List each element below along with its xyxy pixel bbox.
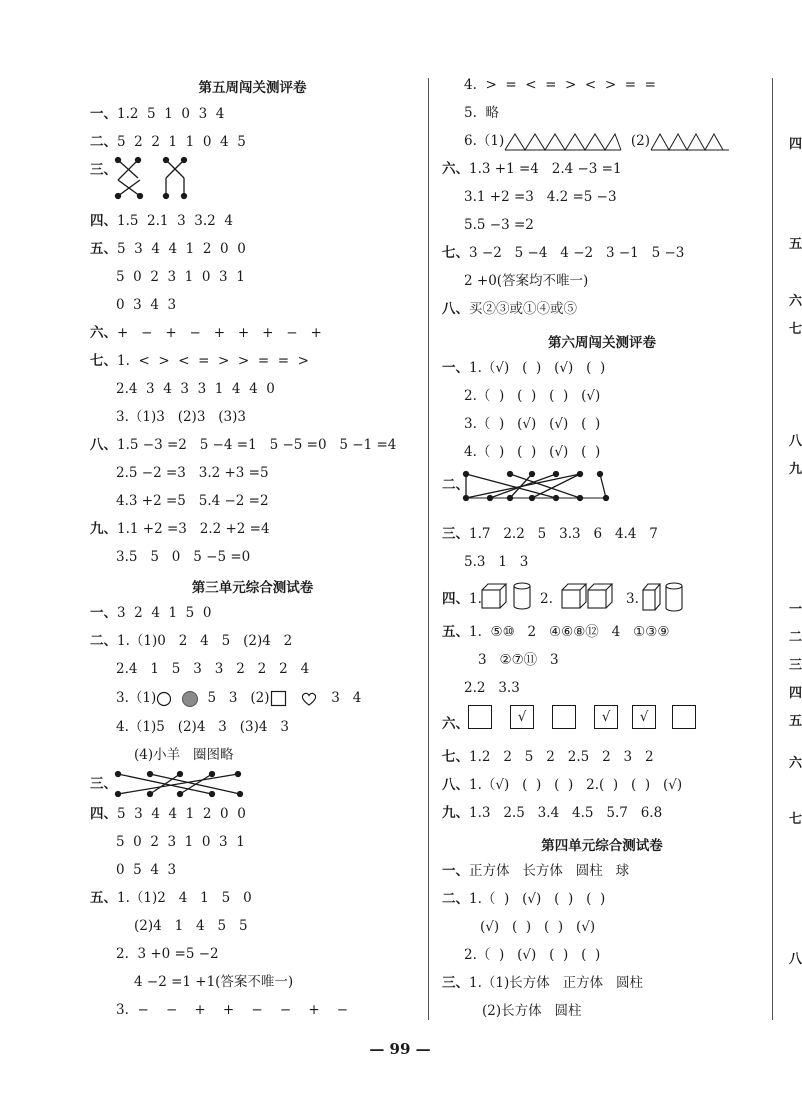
answer-line: (√) ( ) ( ) (√) bbox=[480, 919, 596, 935]
page-number: — 99 — bbox=[369, 1040, 431, 1058]
answer-line bbox=[90, 212, 233, 230]
answer-text: 1.（√) ( ) (√) ( ) bbox=[469, 360, 606, 376]
question-label: 三、 bbox=[442, 526, 469, 542]
answer-line bbox=[442, 715, 469, 733]
answer-line bbox=[442, 862, 629, 880]
edge-label: 八 bbox=[789, 952, 802, 967]
answer-text: 1. < > < = > > = = > bbox=[117, 353, 309, 369]
answer-line bbox=[442, 804, 662, 822]
column-divider-right bbox=[772, 78, 773, 1020]
question-label: 一、 bbox=[90, 106, 117, 122]
question-label: 五、 bbox=[90, 241, 117, 257]
answer-line bbox=[116, 689, 361, 708]
answer-line bbox=[442, 974, 643, 992]
answer-line bbox=[442, 525, 658, 543]
answer-text: 3. bbox=[626, 591, 639, 607]
check-box-row bbox=[468, 705, 708, 733]
answer-text: 1. bbox=[469, 591, 482, 607]
answer-line bbox=[442, 776, 682, 794]
question-label: 九、 bbox=[442, 805, 469, 821]
question-label: 一、 bbox=[442, 360, 469, 376]
section-title: 第三单元综合测试卷 bbox=[191, 580, 314, 596]
answer-line bbox=[442, 623, 669, 641]
answer-line bbox=[442, 590, 482, 608]
answer-line bbox=[90, 436, 396, 454]
question-label: 一、 bbox=[442, 863, 469, 879]
answer-line: 0 3 4 3 bbox=[116, 297, 177, 313]
answer-text: 5 3 4 4 1 2 0 0 bbox=[117, 241, 246, 257]
edge-label: 四 bbox=[789, 137, 802, 152]
question-label: 五、 bbox=[90, 890, 117, 906]
edge-label: 五 bbox=[789, 714, 802, 729]
column-divider-left bbox=[428, 78, 429, 1020]
question-label: 七、 bbox=[442, 749, 469, 765]
answer-line bbox=[90, 352, 309, 370]
answer-text: 1.（1)2 4 1 5 0 bbox=[117, 890, 252, 906]
question-label: 六、 bbox=[442, 716, 469, 732]
answer-line: 2. 3 +0 =5 −2 bbox=[116, 946, 219, 962]
question-label: 二、 bbox=[442, 477, 469, 493]
section-title: 第四单元综合测试卷 bbox=[541, 838, 663, 854]
answer-text: 3 2 4 1 5 0 bbox=[117, 605, 212, 621]
question-label: 三、 bbox=[442, 975, 469, 991]
answer-text: 1.（ ) (√) ( ) ( ) bbox=[469, 891, 606, 907]
question-label: 四、 bbox=[90, 806, 117, 822]
answer-line: 0 5 4 3 bbox=[116, 862, 177, 878]
answer-line: 5. 略 bbox=[464, 105, 499, 121]
answer-text: 正方体 长方体 圆柱 球 bbox=[469, 863, 630, 879]
answer-text: 1.7 2.2 5 3.3 6 4.4 7 bbox=[469, 526, 658, 542]
answer-text: 2. bbox=[540, 591, 553, 607]
answer-line bbox=[90, 805, 246, 823]
question-label: 七、 bbox=[90, 353, 117, 369]
question-label: 三、 bbox=[90, 776, 117, 792]
answer-text: 1.3 +1 =4 2.4 −3 =1 bbox=[469, 161, 622, 177]
answer-line bbox=[90, 632, 292, 650]
answer-line: 3.5 5 0 5 −5 =0 bbox=[116, 549, 251, 565]
edge-label: 六 bbox=[789, 294, 802, 309]
answer-line bbox=[442, 300, 577, 318]
answer-line bbox=[90, 889, 252, 907]
answer-text: 3 4 bbox=[331, 690, 362, 706]
answer-line bbox=[90, 324, 322, 342]
answer-text: 1.（1)长方体 正方体 圆柱 bbox=[469, 975, 643, 991]
answer-line bbox=[442, 359, 605, 377]
edge-label: 二 bbox=[789, 630, 802, 645]
edge-label: 九 bbox=[789, 462, 802, 477]
answer-text: 1.2 5 1 0 3 4 bbox=[117, 106, 225, 122]
answer-line: 5 0 2 3 1 0 3 1 bbox=[116, 269, 245, 285]
matching-diagram bbox=[462, 470, 612, 504]
question-label: 六、 bbox=[90, 325, 117, 341]
edge-label: 七 bbox=[789, 322, 802, 337]
question-label: 四、 bbox=[442, 591, 469, 607]
answer-text: + − + − + + + − + bbox=[117, 325, 322, 341]
answer-text: 5 3 (2) bbox=[207, 690, 270, 706]
answer-text: 3 −2 5 −4 4 −2 3 −1 5 −3 bbox=[469, 245, 685, 261]
answer-line: 4.（1)5 (2)4 3 (3)4 3 bbox=[116, 719, 289, 735]
answer-line: 3.1 +2 =3 4.2 =5 −3 bbox=[464, 189, 617, 205]
answer-line: 3.（ ) (√) (√) ( ) bbox=[464, 416, 601, 432]
question-label: 五、 bbox=[442, 624, 469, 640]
question-label: 八、 bbox=[442, 777, 469, 793]
edge-label: 五 bbox=[789, 237, 802, 252]
answer-text: 1.（√) ( ) ( ) 2.( ) ( ) (√) bbox=[469, 777, 683, 793]
answer-line: (2)长方体 圆柱 bbox=[482, 1003, 582, 1019]
check-box bbox=[468, 705, 492, 729]
section-title: 第五周闯关测评卷 bbox=[198, 80, 307, 96]
answer-line bbox=[90, 161, 117, 179]
answer-line: (4)小羊 圈图略 bbox=[134, 747, 234, 763]
answer-text: 5 3 4 4 1 2 0 0 bbox=[117, 806, 246, 822]
answer-line bbox=[442, 890, 605, 908]
answer-line: 5.3 1 3 bbox=[464, 554, 529, 570]
answer-text: 1.2 2 5 2 2.5 2 3 2 bbox=[469, 749, 654, 765]
question-label: 六、 bbox=[442, 161, 469, 177]
triangle-pattern-icon bbox=[650, 133, 730, 151]
answer-line bbox=[90, 775, 117, 793]
answer-text: 6.（1) bbox=[464, 133, 505, 149]
answer-line: 5 0 2 3 1 0 3 1 bbox=[116, 834, 245, 850]
answer-line bbox=[442, 244, 684, 262]
answer-line: 3 ②⑦⑪ 3 bbox=[478, 652, 559, 668]
question-label: 二、 bbox=[90, 633, 117, 649]
answer-line: 4 −2 =1 +1(答案不唯一) bbox=[134, 974, 294, 990]
answer-line: 2.（ ) ( ) ( ) (√) bbox=[464, 388, 601, 404]
answer-text: 1.5 2.1 3 3.2 4 bbox=[117, 213, 233, 229]
answer-line: (2)4 1 4 5 5 bbox=[134, 918, 248, 934]
answer-text: 1.（1)0 2 4 5 (2)4 2 bbox=[117, 633, 293, 649]
check-box: √ bbox=[594, 705, 618, 729]
section-title: 第六周闯关测评卷 bbox=[548, 335, 656, 351]
question-label: 二、 bbox=[90, 134, 117, 150]
answer-line: 2.4 3 4 3 3 1 4 4 0 bbox=[116, 381, 275, 397]
answer-line: 4.3 +2 =5 5.4 −2 =2 bbox=[116, 493, 269, 509]
solid-shapes-figure bbox=[480, 580, 740, 614]
answer-text: (2) bbox=[630, 133, 650, 149]
answer-line bbox=[90, 520, 270, 538]
edge-label: 四 bbox=[789, 686, 802, 701]
check-box: √ bbox=[632, 705, 656, 729]
question-label: 四、 bbox=[90, 213, 117, 229]
question-label: 一、 bbox=[90, 605, 117, 621]
answer-line bbox=[90, 105, 224, 123]
check-box bbox=[552, 705, 576, 729]
heart-shape-icon bbox=[300, 691, 318, 707]
triangle-pattern-icon bbox=[504, 133, 622, 151]
answer-line: 5.5 −3 =2 bbox=[464, 217, 534, 233]
edge-label: 一 bbox=[789, 602, 802, 617]
question-label: 二、 bbox=[442, 891, 469, 907]
answer-line: 3.（1)3 (2)3 (3)3 bbox=[116, 409, 246, 425]
question-label: 七、 bbox=[442, 245, 469, 261]
answer-text: 买②③或①④或⑤ bbox=[469, 301, 577, 317]
answer-line bbox=[90, 240, 246, 258]
edge-label: 三 bbox=[789, 658, 802, 673]
question-label: 三、 bbox=[90, 162, 117, 178]
answer-line: 2.4 1 5 3 3 2 2 2 4 bbox=[116, 661, 310, 677]
answer-text: 3.（1) bbox=[116, 690, 157, 706]
answer-line bbox=[90, 133, 246, 151]
question-label: 八、 bbox=[90, 437, 117, 453]
answer-line: 2.2 3.3 bbox=[464, 680, 520, 696]
check-box bbox=[672, 705, 696, 729]
edge-label: 八 bbox=[789, 434, 802, 449]
circle-shape-icon bbox=[156, 691, 172, 707]
matching-diagram bbox=[114, 770, 254, 802]
answer-text: 1. ⑤⑩ 2 ④⑥⑧⑫ 4 ①③⑨ bbox=[469, 624, 670, 640]
answer-text: 1.3 2.5 3.4 4.5 5.7 6.8 bbox=[469, 805, 663, 821]
answer-line: 3. − − + + − − + − bbox=[116, 1002, 349, 1018]
answer-line: 2 +0(答案均不唯一) bbox=[464, 273, 589, 289]
answer-text: 5 2 2 1 1 0 4 5 bbox=[117, 134, 246, 150]
check-box: √ bbox=[510, 705, 534, 729]
answer-line bbox=[442, 160, 622, 178]
answer-line: 4.（ ) ( ) (√) ( ) bbox=[464, 444, 601, 460]
question-label: 九、 bbox=[90, 521, 117, 537]
answer-line bbox=[442, 748, 654, 766]
square-shape-icon bbox=[270, 690, 288, 708]
matching-diagram bbox=[116, 156, 206, 202]
question-label: 八、 bbox=[442, 301, 469, 317]
answer-line: 4. > = < = > < > = = bbox=[464, 77, 656, 93]
answer-line bbox=[90, 604, 211, 622]
answer-line bbox=[464, 132, 730, 151]
shaded-circle-icon bbox=[181, 690, 199, 708]
answer-line: 2.5 −2 =3 3.2 +3 =5 bbox=[116, 465, 269, 481]
answer-line: 2.（ ) (√) ( ) ( ) bbox=[464, 947, 601, 963]
answer-text: 1.5 −3 =2 5 −4 =1 5 −5 =0 5 −1 =4 bbox=[117, 437, 397, 453]
edge-label: 六 bbox=[789, 756, 802, 771]
edge-label: 七 bbox=[789, 812, 802, 827]
answer-text: 1.1 +2 =3 2.2 +2 =4 bbox=[117, 521, 270, 537]
